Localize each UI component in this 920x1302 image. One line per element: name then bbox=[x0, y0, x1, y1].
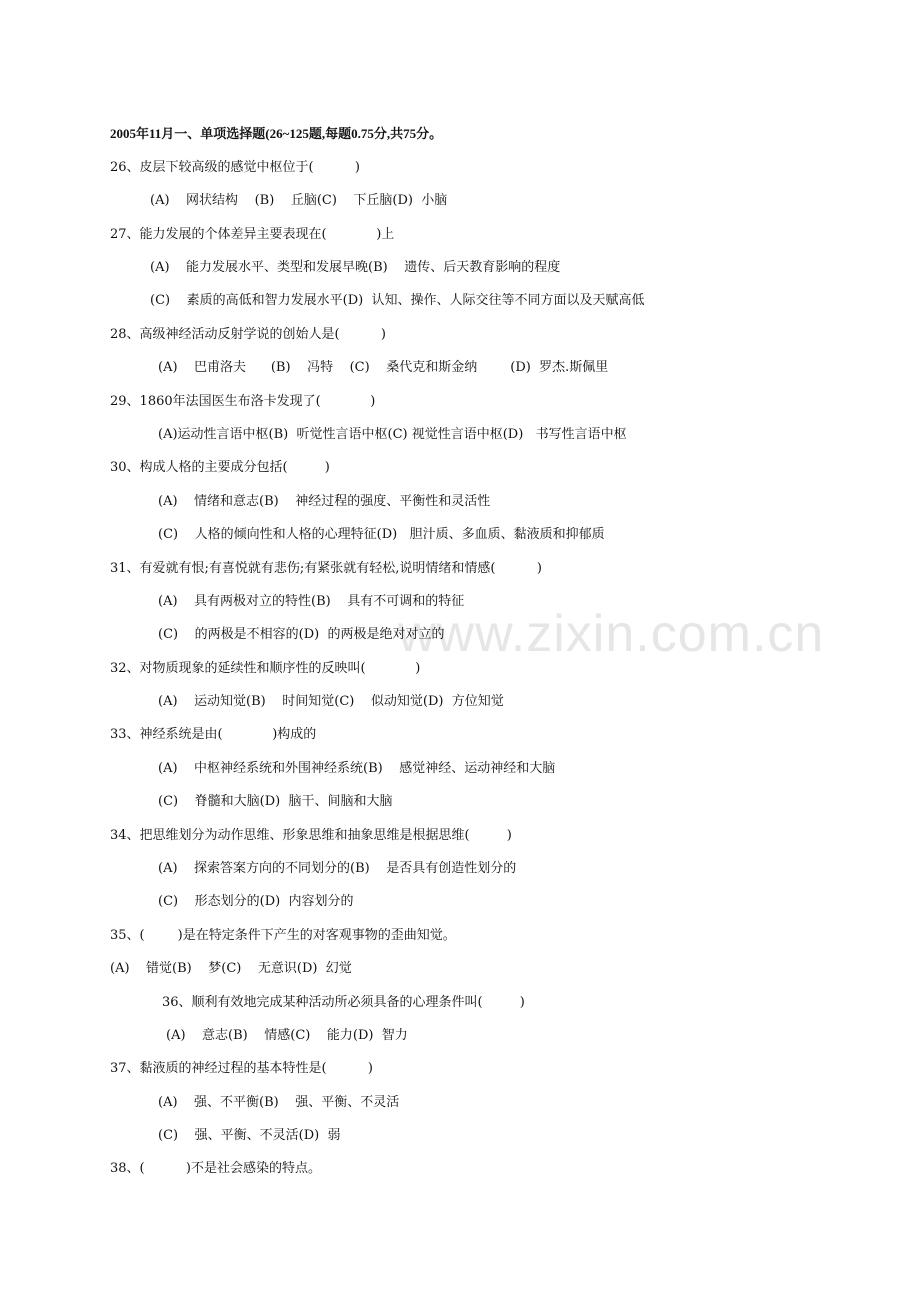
question-35-options: (A) 错觉(B) 梦(C) 无意识(D) 幻觉 bbox=[110, 961, 352, 976]
question-30-options-ab: (A) 情绪和意志(B) 神经过程的强度、平衡性和灵活性 bbox=[158, 494, 491, 509]
question-29: 29、1860年法国医生布洛卡发现了( ) bbox=[110, 394, 376, 409]
question-27-options-cd: (C) 素质的高低和智力发展水平(D) 认知、操作、人际交往等不同方面以及天赋高低 bbox=[150, 293, 645, 308]
question-34-options-ab: (A) 探索答案方向的不同划分的(B) 是否具有创造性划分的 bbox=[158, 861, 517, 876]
question-32-options: (A) 运动知觉(B) 时间知觉(C) 似动知觉(D) 方位知觉 bbox=[158, 694, 504, 709]
question-36-options: (A) 意志(B) 情感(C) 能力(D) 智力 bbox=[166, 1028, 408, 1043]
question-35: 35、( )是在特定条件下产生的对客观事物的歪曲知觉。 bbox=[110, 928, 456, 943]
question-31-options-ab: (A) 具有两极对立的特性(B) 具有不可调和的特征 bbox=[158, 594, 465, 609]
watermark: www.zixin.com.cn bbox=[398, 605, 825, 663]
question-34-options-cd: (C) 形态划分的(D) 内容划分的 bbox=[158, 894, 354, 909]
question-27-options-ab: (A) 能力发展水平、类型和发展早晚(B) 遗传、后天教育影响的程度 bbox=[150, 260, 561, 275]
question-30: 30、构成人格的主要成分包括( ) bbox=[110, 460, 330, 475]
question-36: 36、顺利有效地完成某种活动所必须具备的心理条件叫( ) bbox=[162, 995, 525, 1010]
question-33: 33、神经系统是由( )构成的 bbox=[110, 727, 317, 742]
question-37-options-ab: (A) 强、不平衡(B) 强、平衡、不灵活 bbox=[158, 1095, 400, 1110]
question-27: 27、能力发展的个体差异主要表现在( )上 bbox=[110, 227, 395, 242]
question-32: 32、对物质现象的延续性和顺序性的反映叫( ) bbox=[110, 661, 421, 676]
question-26-options: (A) 网状结构 (B) 丘脑(C) 下丘脑(D) 小脑 bbox=[150, 193, 448, 208]
question-38: 38、( )不是社会感染的特点。 bbox=[110, 1161, 322, 1176]
question-37-options-cd: (C) 强、平衡、不灵活(D) 弱 bbox=[158, 1128, 341, 1143]
question-30-options-cd: (C) 人格的倾向性和人格的心理特征(D) 胆汁质、多血质、黏液质和抑郁质 bbox=[158, 527, 605, 542]
question-28: 28、高级神经活动反射学说的创始人是( ) bbox=[110, 327, 387, 342]
question-31: 31、有爱就有恨;有喜悦就有悲伤;有紧张就有轻松,说明情绪和情感( ) bbox=[110, 561, 542, 576]
question-28-options: (A) 巴甫洛夫 (B) 冯特 (C) 桑代克和斯金纳 (D) 罗杰.斯佩里 bbox=[158, 360, 609, 375]
question-26: 26、皮层下较高级的感觉中枢位于( ) bbox=[110, 160, 361, 175]
question-33-options-cd: (C) 脊髓和大脑(D) 脑干、间脑和大脑 bbox=[158, 794, 393, 809]
question-31-options-cd: (C) 的两极是不相容的(D) 的两极是绝对对立的 bbox=[158, 627, 445, 642]
question-34: 34、把思维划分为动作思维、形象思维和抽象思维是根据思维( ) bbox=[110, 828, 512, 843]
question-33-options-ab: (A) 中枢神经系统和外围神经系统(B) 感觉神经、运动神经和大脑 bbox=[158, 761, 556, 776]
exam-section-title: 2005年11月一、单项选择题(26~125题,每题0.75分,共75分。 bbox=[110, 126, 443, 141]
question-29-options: (A)运动性言语中枢(B) 听觉性言语中枢(C) 视觉性言语中枢(D) 书写性言语中枢 bbox=[158, 427, 627, 442]
question-37: 37、黏液质的神经过程的基本特性是( ) bbox=[110, 1061, 374, 1076]
